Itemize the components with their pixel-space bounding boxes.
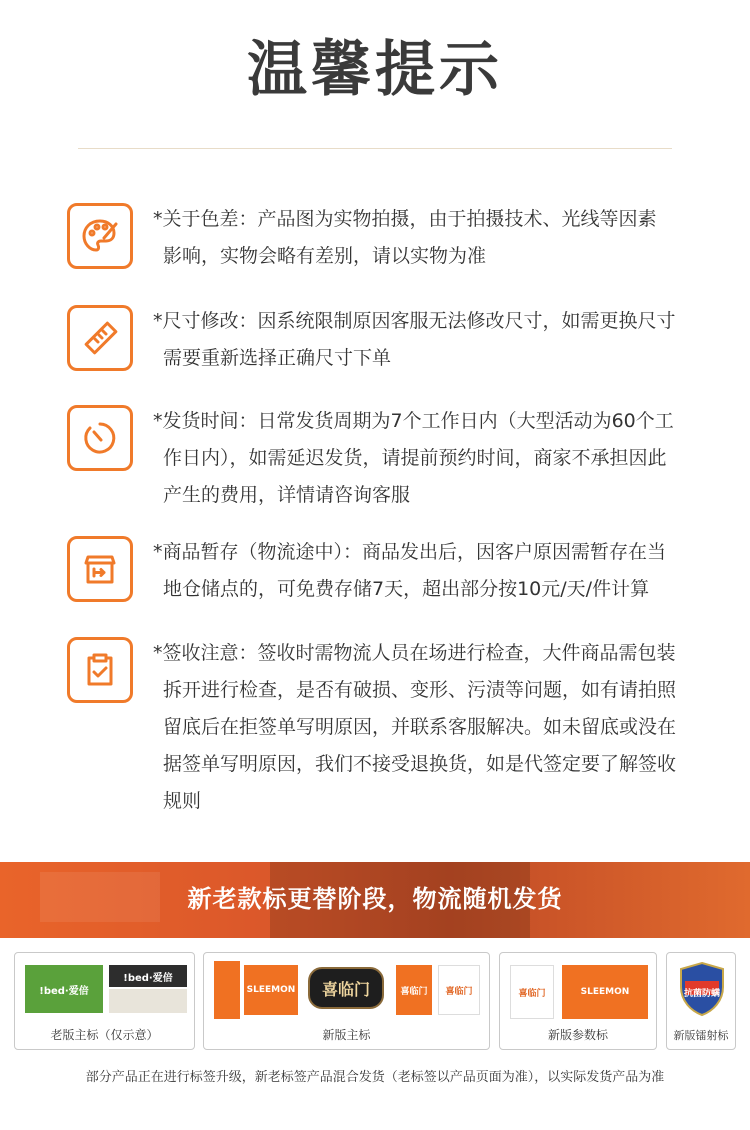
new-label-small-orange-tag: 喜临门	[396, 965, 432, 1015]
old-main-label-card	[14, 952, 195, 1050]
old-label-green-tag: !bed·爱倍	[25, 965, 103, 1013]
card-caption: 新版镭射标	[673, 1029, 729, 1042]
new-laser-label-card	[666, 952, 736, 1050]
notice-line: 留底后在拒签单写明原因，并联系客服解决。如未留底或没在	[163, 716, 677, 738]
new-main-label-card	[203, 952, 490, 1050]
card-caption: 新版主标	[322, 1028, 371, 1042]
shield-text: 抗菌防螨	[683, 989, 720, 999]
ruler-icon	[67, 305, 133, 371]
notice-line: 需要重新选择正确尺寸下单	[163, 347, 392, 369]
notice-line: 据签单写明原因，我们不接受退换货，如是代签定要了解签收	[163, 753, 677, 775]
notice-line: *关于色差：产品图为实物拍摄，由于拍摄技术、光线等因素	[153, 208, 657, 230]
notice-line: 产生的费用，详情请咨询客服	[163, 484, 411, 506]
notice-line: *尺寸修改：因系统限制原因客服无法修改尺寸，如需更换尺寸	[153, 310, 676, 332]
footnote-text: 部分产品正在进行标签升级，新老标签产品混合发货（老标签以产品页面为准），以实际发货产品为准	[85, 1070, 665, 1085]
notice-line: 规则	[163, 790, 202, 812]
notice-line: 影响，实物会略有差别，请以实物为准	[163, 245, 487, 267]
label-change-banner	[0, 862, 750, 938]
new-label-white-tag: 喜临门	[438, 965, 480, 1015]
storage-box-icon	[67, 536, 133, 602]
sleemon-text: SLEEMON	[246, 985, 296, 995]
notice-line: *商品暂存（物流途中）：商品发出后，因客户原因需暂存在当	[153, 541, 667, 563]
notice-line: *签收注意：签收时需物流人员在场进行检查，大件商品需包装	[153, 642, 676, 664]
page-title: 温馨提示	[247, 35, 503, 105]
timer-icon	[67, 405, 133, 471]
new-label-black-tag: 喜临门	[308, 967, 384, 1009]
title-divider	[78, 148, 672, 149]
notice-line: *发货时间：日常发货周期为7个工作日内（大型活动为60个工	[153, 410, 674, 432]
old-label-beige-tag	[109, 989, 187, 1013]
new-param-label-card	[499, 952, 657, 1050]
old-label-dark-tag: !bed·爱倍	[109, 965, 187, 987]
clipboard-check-icon	[67, 637, 133, 703]
card-caption: 老版主标（仅示意）	[50, 1028, 159, 1042]
new-label-vertical-tag	[214, 961, 240, 1019]
card-caption: 新版参数标	[547, 1028, 608, 1042]
param-label-orange-tag: SLEEMON	[562, 965, 648, 1019]
palette-icon	[67, 203, 133, 269]
label-cards-row	[0, 952, 750, 1052]
notice-line: 地仓储点的，可免费存储7天，超出部分按10元/天/件计算	[163, 578, 650, 600]
param-label-white-tag: 喜临门	[510, 965, 554, 1019]
new-label-sleemon-tag	[244, 965, 298, 1015]
banner-text: 新老款标更替阶段，物流随机发货	[187, 885, 563, 913]
notice-line: 作日内），如需延迟发货，请提前预约时间，商家不承担因此	[163, 447, 667, 469]
notice-line: 拆开进行检查，是否有破损、变形、污渍等问题，如有请拍照	[163, 679, 677, 701]
